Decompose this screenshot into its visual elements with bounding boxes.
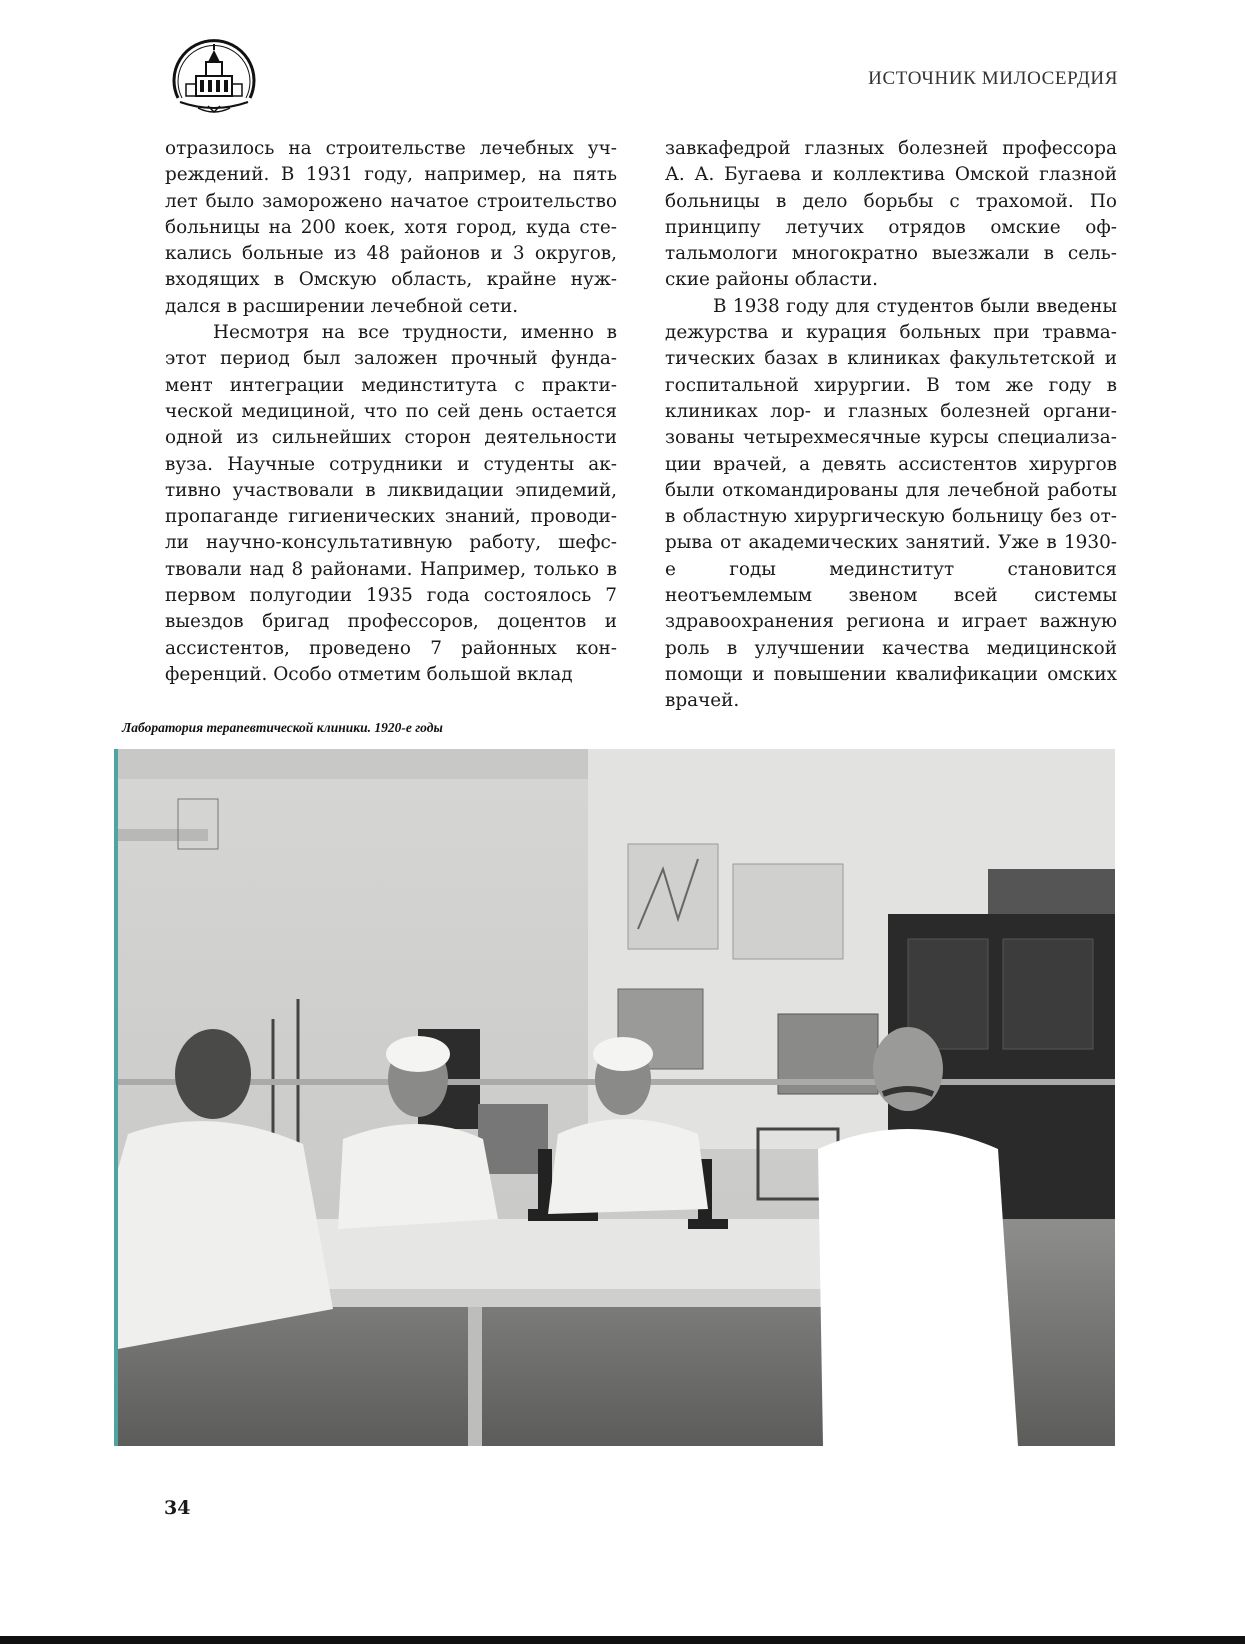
text-column-left — [165, 136, 617, 688]
photo-accent-frame — [114, 749, 1115, 1446]
laboratory-photograph — [118, 749, 1115, 1446]
text-column-right — [665, 136, 1117, 715]
paragraph: В 1938 году для студентов были введены дежурства и курация больных при травматических базах в клиниках факультетской и госпитальной хирургии. В том же году в клиниках лор- и глазных болезней организованы четырехмесячные курсы специализации врачей, а девять ассистентов хирургов были откомандированы для лечебной работы в областную хирургическую больницу без отрыва от академических занятий. Уже в 1930-е годы мединститут становится неотъемлемым звеном всей системы здравоохранения региона и играет важную роль в улучшении качества медицинской помощи и повышении квалификации омских врачей. — [665, 295, 1117, 712]
paragraph: Несмотря на все трудности, именно в этот период был заложен прочный фундамент интеграции мединститута с практической медициной, что по сей день остается одной из сильнейших сторон деятельности вуза. Научные сотрудники и студенты активно участвовали в ликвидации эпидемий, пропаганде гигиенических знаний, проводили научно-консультативную работу, шефствовали над 8 районами. Например, только в первом полугодии 1935 года состоялось 7 выездов бригад профессоров, доцентов и ассистентов, проведено 7 районных конференций. Особо отметим большой вклад — [165, 322, 617, 685]
running-title: ИСТОЧНИК МИЛОСЕРДИЯ — [868, 68, 1118, 89]
university-building-emblem-icon — [168, 36, 260, 118]
figure-caption: Лаборатория терапевтической клиники. 1920-е годы — [122, 720, 443, 735]
page-number: 34 — [164, 1497, 191, 1519]
paragraph: отразилось на строительстве лечебных учреждений. В 1931 году, например, на пять лет было заморожено начатое строительство больницы на 200 коек, хотя город, куда стекались больные из 48 районов и 3 округов, входящих в Омскую область, крайне нуждался в расширении лечебной сети. — [165, 138, 617, 317]
publisher-logo — [168, 36, 260, 118]
bottom-rule — [0, 1636, 1245, 1644]
paragraph: завкафедрой глазных болезней профессора А. А. Бугаева и коллектива Омской глазной больницы в дело борьбы с трахомой. По принципу летучих отрядов омские офтальмологи многократно выезжали в сельские районы области. — [665, 138, 1117, 291]
